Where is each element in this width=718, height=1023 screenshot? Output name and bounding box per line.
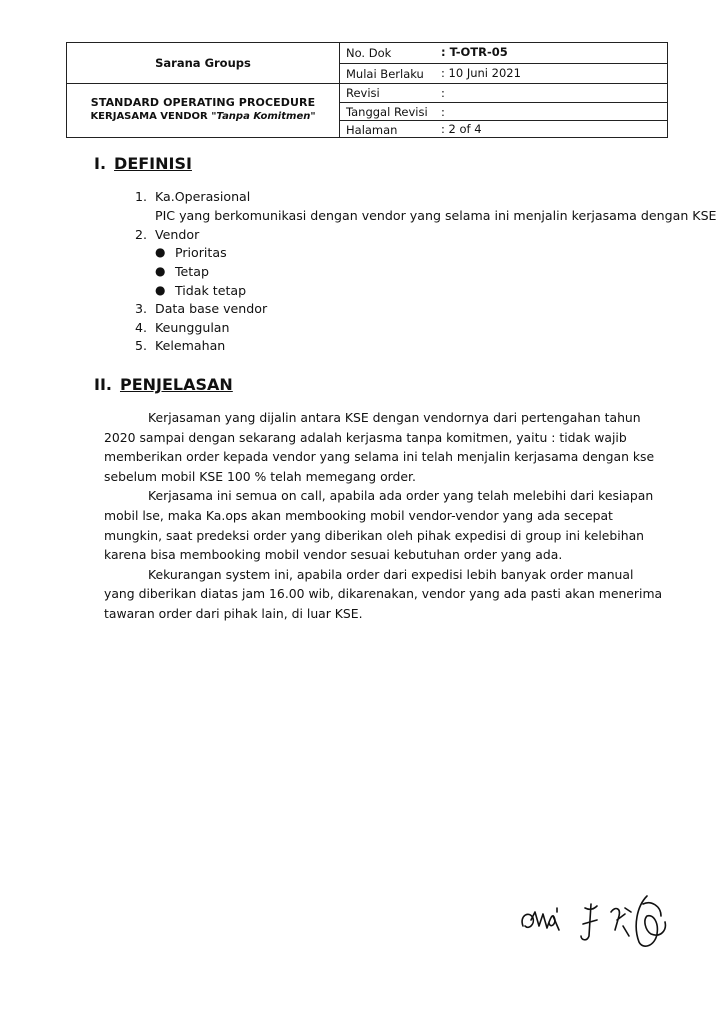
header-divider [339,43,340,137]
revision-date-label: Tanggal Revisi [346,105,428,119]
section-heading-penjelasan: II. PENJELASAN [94,375,233,394]
list-number: 3. [135,301,148,316]
header-divider [339,102,667,103]
list-item: Data base vendor [155,301,268,316]
paragraph: Kerjasama ini semua on call, apabila ada order yang telah melebihi dari kesiapan mobil lse, maka Ka.ops akan membooking mobil vendor-vendor yang ada secepat mungkin, saat predeksi order yang diberikan oleh pihak expedisi di group ini kelebihan karena bisa membooking mobil vendor sesuai kebutuhan order yang ada. [104,488,654,563]
sop-subtitle: KERJASAMA VENDOR "Tanpa Komitmen" [90,111,316,122]
paragraph: Kerjasaman yang dijalin antara KSE dengan vendornya dari pertengahan tahun 2020 sampai dengan sekarang adalah kerjasma tanpa komitmen, yaitu : tidak wajib memberikan order kepada vendor yang selama ini telah menjalin kerjasama dengan kse sebelum mobil KSE 100 % telah memegang order. [104,410,655,484]
list-item: Kelemahan [155,338,226,353]
page-number-label: Halaman [346,123,398,137]
page-number-value: : 2 of 4 [441,122,482,136]
section-heading-definisi: I. DEFINISI [94,154,192,173]
sub-list-item: Prioritas [175,245,227,260]
list-number: 5. [135,338,148,353]
sub-list-item: Tetap [175,264,209,279]
company-name: Sarana Groups [155,56,251,70]
sop-title: STANDARD OPERATING PROCEDURE [90,96,316,109]
revision-value: : [441,86,445,100]
bullet-icon: ● [155,245,166,259]
list-item: Vendor [155,227,200,242]
explanation-body [104,408,664,624]
bullet-icon: ● [155,283,166,297]
signature-initials [515,886,685,956]
sub-list-item: Tidak tetap [175,283,247,298]
revision-date-value: : [441,105,445,119]
revision-label: Revisi [346,86,380,100]
list-item-description: PIC yang berkomunikasi dengan vendor yang selama ini menjalin kerjasama dengan KSE [155,208,717,223]
doc-number-value: : T-OTR-05 [441,45,508,59]
list-number: 2. [135,227,148,242]
paragraph: Kekurangan system ini, apabila order dari expedisi lebih banyak order manual yang diberikan diatas jam 16.00 wib, dikarenakan, vendor yang ada pasti akan menerima tawaran order dari pihak lain, di luar KSE. [104,566,663,621]
effective-date-label: Mulai Berlaku [346,67,424,81]
effective-date-value: : 10 Juni 2021 [441,66,521,80]
list-number: 4. [135,320,148,335]
document-header-table [66,42,668,138]
header-divider [67,83,339,84]
list-number: 1. [135,189,148,204]
header-divider [339,63,667,64]
bullet-icon: ● [155,264,166,278]
doc-number-label: No. Dok [346,46,392,60]
list-item: Ka.Operasional [155,189,251,204]
header-divider [339,83,667,84]
header-divider [339,120,667,121]
list-item: Keunggulan [155,320,230,335]
